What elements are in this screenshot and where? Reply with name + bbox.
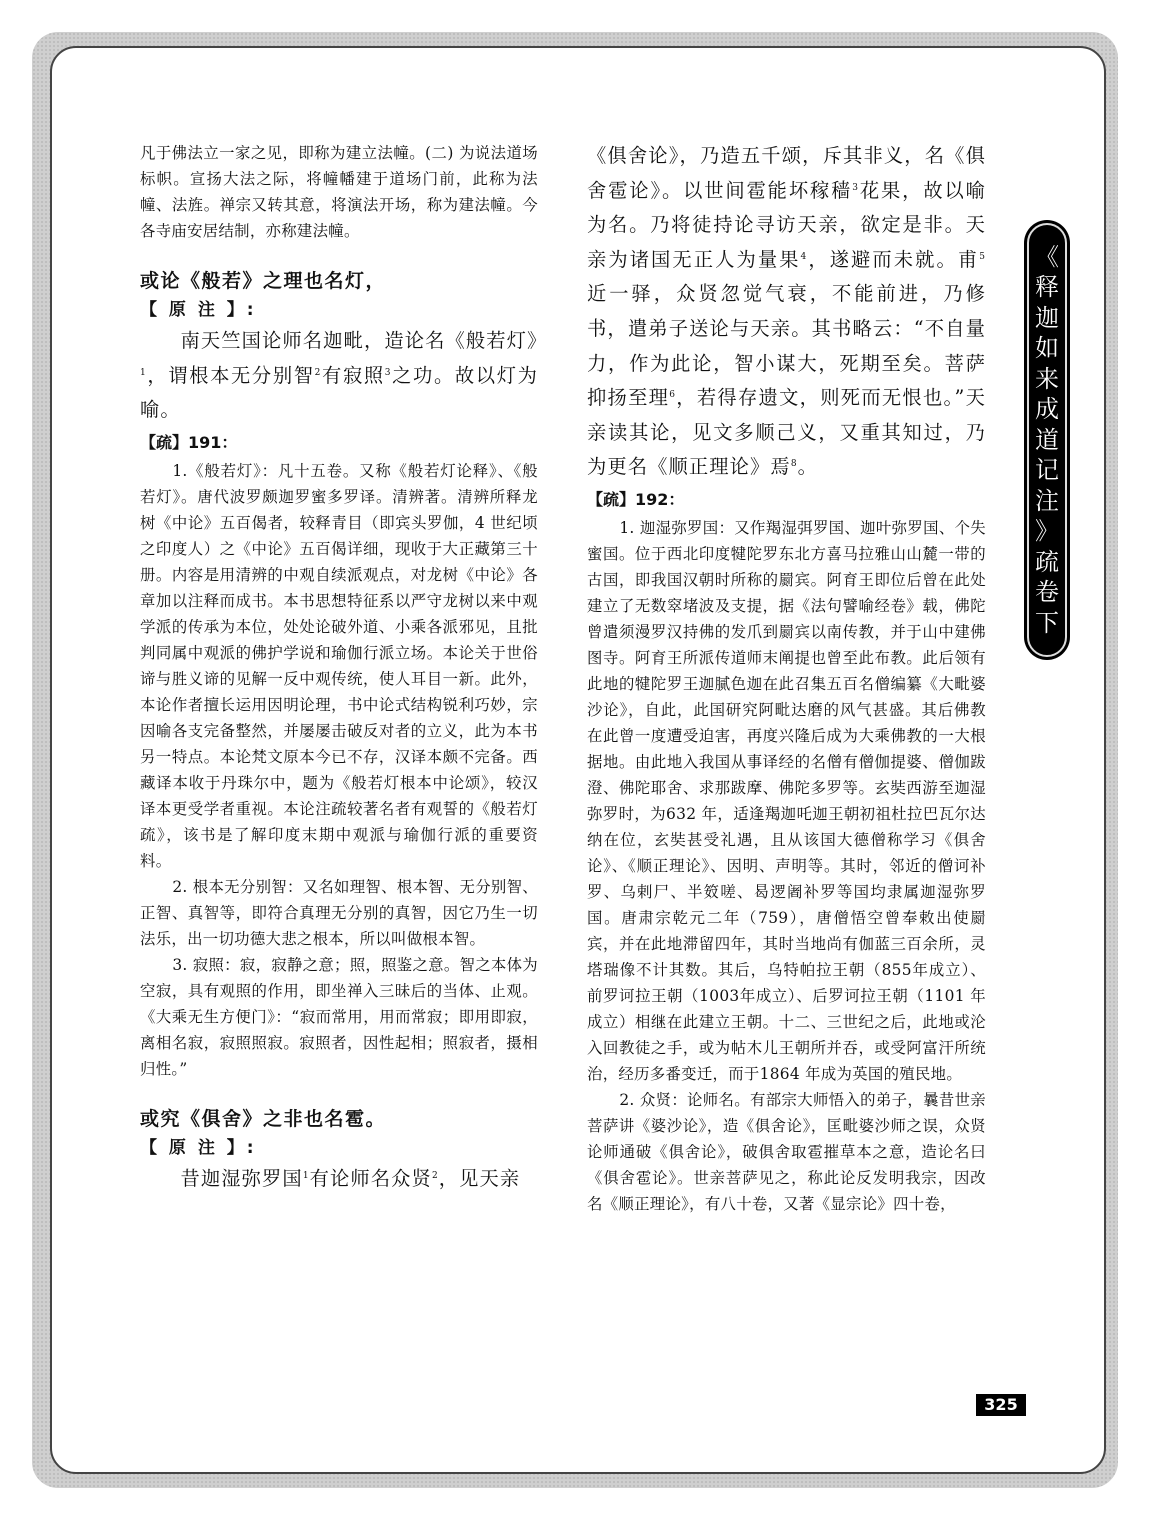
commentary-item: 3. 寂照：寂，寂静之意；照，照鉴之意。智之本体为空寂，具有观照的作用，即坐禅入三昧后的当体、止观。《大乘无生方便门》：“寂而常用，用而常寂；即用即寂，离相名寂，寂照照寂。寂照者，因性起相；照寂者，摄相归性。” (140, 955, 538, 1078)
section-title-banruo: 或论《般若》之理也名灯， (140, 270, 387, 292)
section-title-jushe: 或究《俱舍》之非也名雹。 (140, 1107, 387, 1130)
commentary-label-191: 【疏】191： (140, 432, 238, 452)
page-number: 325 (976, 1394, 1026, 1416)
footnote-ref: 5 (979, 251, 987, 262)
side-tab-char: 迦 (1035, 303, 1059, 332)
commentary-item: 1.《般若灯》：凡十五卷。又称《般若灯论释》、《般若灯》。唐代波罗颇迦罗蜜多罗译。清辨著。清辨所释龙树《中论》五百偈者，较释青目（即宾头罗伽，4 世纪顷之印度人）之《中论》五百偈详细，现收于大正藏第三十册。内容是用清辨的中观自续派观点，对龙树《中论》各章加以注释而成书。本书思想特征系以严守龙树以来中观学派的传承为本位，处处论破外道、小乘各派邪见，且批判同属中观派的佛护学说和瑜伽行派立场。本论关于世俗谛与胜义谛的见解一反中观传统，使人耳目一新。此外，本论作者擅长运用因明论理，书中论式结构锐利巧妙，宗因喻各支完备整然，并屡屡击破反对者的立义，此为本书另一特点。本论梵文原本今已不存，汉译本颇不完备。西藏译本收于丹珠尔中，题为《般若灯根本中论颂》，较汉译本更受学者重视。本论注疏较著名者有观誓的《般若灯疏》，该书是了解印度末期中观派与瑜伽行派的重要资料。 (140, 461, 538, 870)
side-tab-char: 卷 (1035, 578, 1059, 607)
side-tab-char: 成 (1035, 395, 1059, 424)
right-column (587, 139, 986, 1217)
original-note-banruo: 南天竺国论师名迦毗，造论名《般若灯》$^1$，谓根本无分别智$^2$有寂照$^3$之功。故以灯为喻。 (140, 329, 548, 422)
side-tab-char: 下 (1035, 608, 1059, 637)
footnote-ref: 1 (302, 1170, 310, 1181)
footnote-ref: 3 (384, 367, 392, 378)
left-column (140, 140, 548, 1196)
side-tab-char: 《 (1035, 242, 1059, 271)
commentary-item: 1. 迦湿弥罗国：又作羯湿弭罗国、迦叶弥罗国、个失蜜国。位于西北印度犍陀罗东北方喜马拉雅山山麓一带的古国，即我国汉朝时所称的罽宾。阿育王即位后曾在此处建立了无数窣堵波及支提，据《法句譬喻经卷》载，佛陀曾遣须漫罗汉持佛的发爪到罽宾以南传教，并于山中建佛图寺。阿育王所派传道师末阐提也曾至此布教。此后领有此地的犍陀罗王迦腻色迦在此召集五百名僧编纂《大毗婆沙论》，自此，此国研究阿毗达磨的风气甚盛。其后佛教在此曾一度遭受迫害，再度兴隆后成为大乘佛教的一大根据地。由此地入我国从事译经的名僧有僧伽提婆、僧伽跋澄、佛陀耶舍、求那跋摩、佛陀多罗等。玄奘西游至迦湿弥罗时，为632 年，适逢羯迦吒迦王朝初祖杜拉巴瓦尔达纳在位，玄奘甚受礼遇，且从该国大德僧称学习《俱舍论》、《顺正理论》、因明、声明等。其时，邻近的僧诃补罗、乌剌尸、半笯嗟、曷逻阇补罗等国均隶属迦湿弥罗国。唐肃宗乾元二年（759），唐僧悟空曾奉敕出使罽宾，并在此地滞留四年，其时当地尚有伽蓝三百余所，灵塔瑞像不计其数。其后，乌特帕拉王朝（855年成立）、前罗诃拉王朝（1003年成立）、后罗诃拉王朝（1101 年成立）相继在此建立王朝。十二、三世纪之后，此地或沦入回教徒之手，或为帖木儿王朝所并吞，或受阿富汗所统治，经历多番变迁，而于1864 年成为英国的殖民地。 (587, 518, 986, 1083)
footnote-ref: 2 (431, 1170, 439, 1181)
original-note-label: 【 原 注 】: (140, 1137, 257, 1158)
footnote-ref: 8 (790, 459, 798, 470)
commentary-item: 2. 众贤：论师名。有部宗大师悟入的弟子，曩昔世亲菩萨讲《婆沙论》，造《俱舍论》，匡毗婆沙师之误，众贤论师通破《俱舍论》，破俱舍取雹摧草本之意，造论名曰《俱舍雹论》。世亲菩萨见之，称此论反发明我宗，因改名《顺正理论》，有八十卷，又著《显宗论》四十卷， (587, 1090, 986, 1213)
side-tab-char: 道 (1035, 425, 1059, 454)
original-note-label: 【 原 注 】: (140, 300, 257, 320)
side-tab-char: 记 (1035, 456, 1059, 485)
footnote-ref: 4 (800, 251, 808, 262)
footnote-ref: 3 (852, 182, 860, 193)
original-note-jushe: 昔迦湿弥罗国$^1$有论师名众贤$^2$，见天亲 (180, 1166, 521, 1190)
side-tab-char: 》 (1035, 517, 1059, 546)
footnote-ref: 2 (314, 367, 322, 378)
commentary-item: 2. 根本无分别智：又名如理智、根本智、无分别智、正智、真智等，即符合真理无分别的真智，因它乃生一切法乐，出一切功德大悲之根本，所以叫做根本智。 (140, 877, 538, 948)
footnote-ref: 1 (140, 367, 147, 378)
side-tab-char: 来 (1035, 364, 1059, 393)
commentary-label-192: 【疏】192： (587, 489, 685, 509)
side-tab-char: 释 (1035, 273, 1059, 302)
footnote-ref: 6 (669, 390, 677, 401)
book-title-side-tab (1024, 220, 1070, 660)
side-tab-char: 如 (1035, 334, 1059, 363)
intro-paragraph: 凡于佛法立一家之见，即称为建立法幢。(二) 为说法道场标帜。宣扬大法之际，将幢幡建于道场门前，此称为法幢、法旌。禅宗又转其意，将演法开场，称为建法幢。今各寺庙安居结制，亦称建法幢。 (140, 144, 538, 240)
original-note-jushe-continued: 《俱舍论》，乃造五千颂，斥其非义，名《俱舍雹论》。以世间雹能坏稼穑$^3$花果，故以喻为名。乃将徒持论寻访天亲，欲定是非。天亲为诸国无正人为量果$^4$，遂避而未就。甫$^5$近一驿，众贤忽觉气衰，不能前进，乃修书，遣弟子送论与天亲。其书略云：“不自量力，作为此论，智小谋大，死期至矣。菩萨抑扬至理$^6$，若得存遗文，则死而无恨也。”天亲读其论，见文多顺己义，又重其知过，乃为更名《顺正理论》焉$^8$。 (587, 144, 987, 479)
side-tab-char: 注 (1035, 486, 1059, 515)
side-tab-char: 疏 (1035, 547, 1059, 576)
